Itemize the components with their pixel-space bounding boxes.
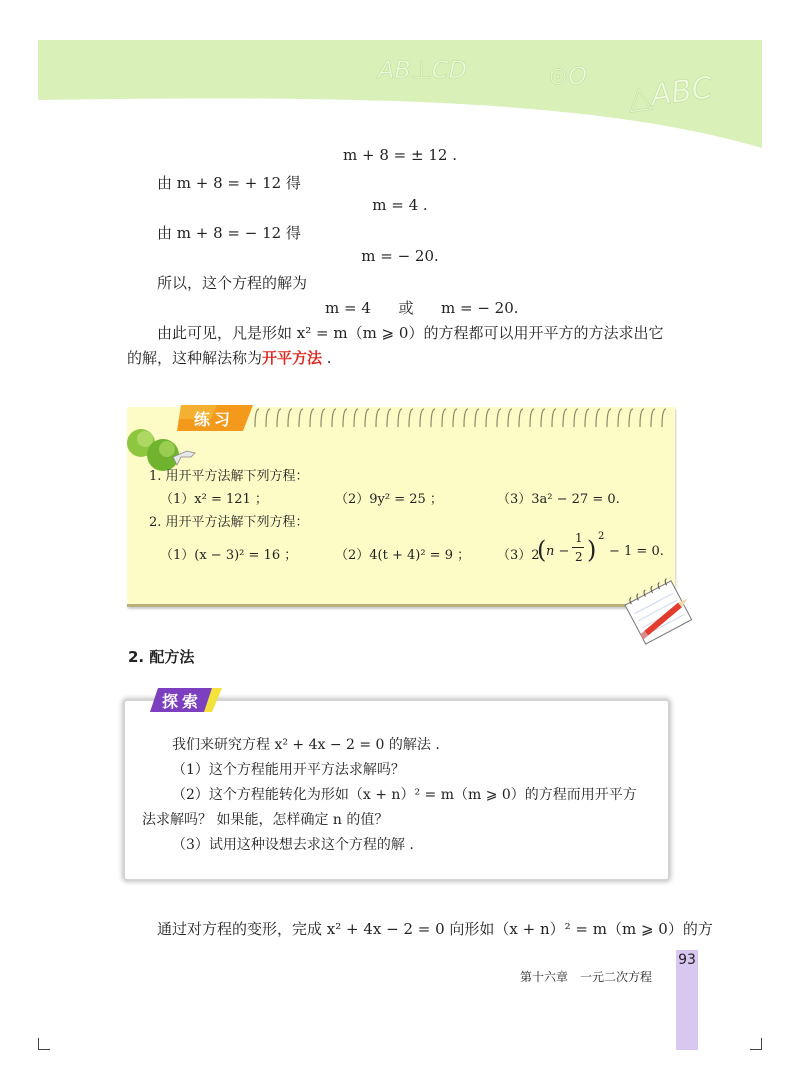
page-number: 93: [678, 952, 696, 968]
text-conclusion-2: [127, 347, 332, 368]
explore-q2-line2: 法求解吗？ 如果能，怎样确定 n 的值？: [142, 812, 389, 828]
practice-tag: 练习: [193, 410, 234, 429]
q2-3-suffix: − 1 = 0.: [609, 544, 664, 559]
equation-m-20: m = − 20.: [361, 247, 439, 265]
practice-box: [127, 407, 675, 607]
explore-box: [124, 700, 669, 880]
q2-3-n: n −: [546, 544, 570, 559]
q2-3-prefix: （3）2: [497, 548, 540, 563]
term-square-root-method: 开平方法: [262, 349, 323, 367]
equation-pm12: m + 8 = ± 12 .: [343, 146, 457, 164]
practice-q1-item-2: （2）9y² = 25 ；: [335, 492, 443, 507]
explore-q1: （1）这个方程能用开平方法求解吗？: [172, 762, 405, 778]
solution-b: m = − 20.: [441, 299, 519, 317]
notebook-pencil-icon: [618, 575, 706, 653]
text-so: 所以，这个方程的解为: [157, 274, 308, 292]
practice-q2: 2. 用开平方法解下列方程：: [149, 515, 309, 530]
section-title: 2. 配方法: [128, 648, 195, 666]
text-case-minus: 由 m + 8 = − 12 得: [157, 224, 301, 242]
crop-mark-bottom-left: [38, 1038, 50, 1050]
solution-a: m = 4: [325, 299, 371, 317]
banner-symbol-triangle: △ABC: [625, 70, 715, 117]
q2-3-close-paren: ): [587, 536, 597, 564]
q2-3-exponent: 2: [598, 531, 605, 542]
q2-3-frac-num: 1: [575, 531, 583, 545]
solution-line: [325, 297, 519, 318]
explore-tag: 探索: [161, 692, 202, 711]
explore-q3: （3）试用这种设想去求这个方程的解 .: [172, 837, 414, 853]
explore-q2-line1: （2）这个方程能转化为形如（x + n）² = m（m ⩾ 0）的方程而用开平方: [172, 787, 637, 803]
banner-symbol-circle: ⊙O: [548, 62, 587, 90]
equation-m4: m = 4 .: [372, 196, 428, 214]
chapter-footer: 第十六章 一元二次方程: [520, 970, 653, 984]
q2-3-frac-bar: [572, 547, 584, 548]
practice-q2-item-2: （2）4(t + 4)² = 9 ；: [335, 548, 471, 563]
conclusion-prefix: 的解，这种解法称为: [127, 349, 263, 367]
solution-or: 或: [398, 299, 414, 317]
explore-intro: 我们来研究方程 x² + 4x − 2 = 0 的解法 .: [172, 737, 440, 753]
notebook-rings: [227, 405, 667, 433]
practice-q1-item-1: （1）x² = 121 ；: [160, 492, 268, 507]
practice-q1-item-3: （3）3a² − 27 = 0.: [497, 492, 620, 507]
q2-3-open-paren: (: [537, 536, 547, 564]
banner-symbol-perpendicular: AB⊥CD: [378, 56, 468, 84]
text-case-plus: 由 m + 8 = + 12 得: [157, 174, 301, 192]
text-conclusion-1: 由此可见，凡是形如 x² = m（m ⩾ 0）的方程都可以用开平方的方法求出它: [157, 324, 664, 342]
text-bottom-line: 通过对方程的变形，完成 x² + 4x − 2 = 0 向形如（x + n）² = m（m ⩾ 0）的方: [157, 920, 713, 938]
conclusion-suffix: .: [322, 349, 332, 367]
practice-q2-item-1: （1）(x − 3)² = 16 ；: [160, 548, 298, 563]
crop-mark-bottom-right: [750, 1038, 762, 1050]
q2-3-frac-den: 2: [575, 550, 583, 564]
practice-q1: 1. 用开平方法解下列方程：: [149, 469, 309, 484]
header-banner: [38, 40, 762, 150]
